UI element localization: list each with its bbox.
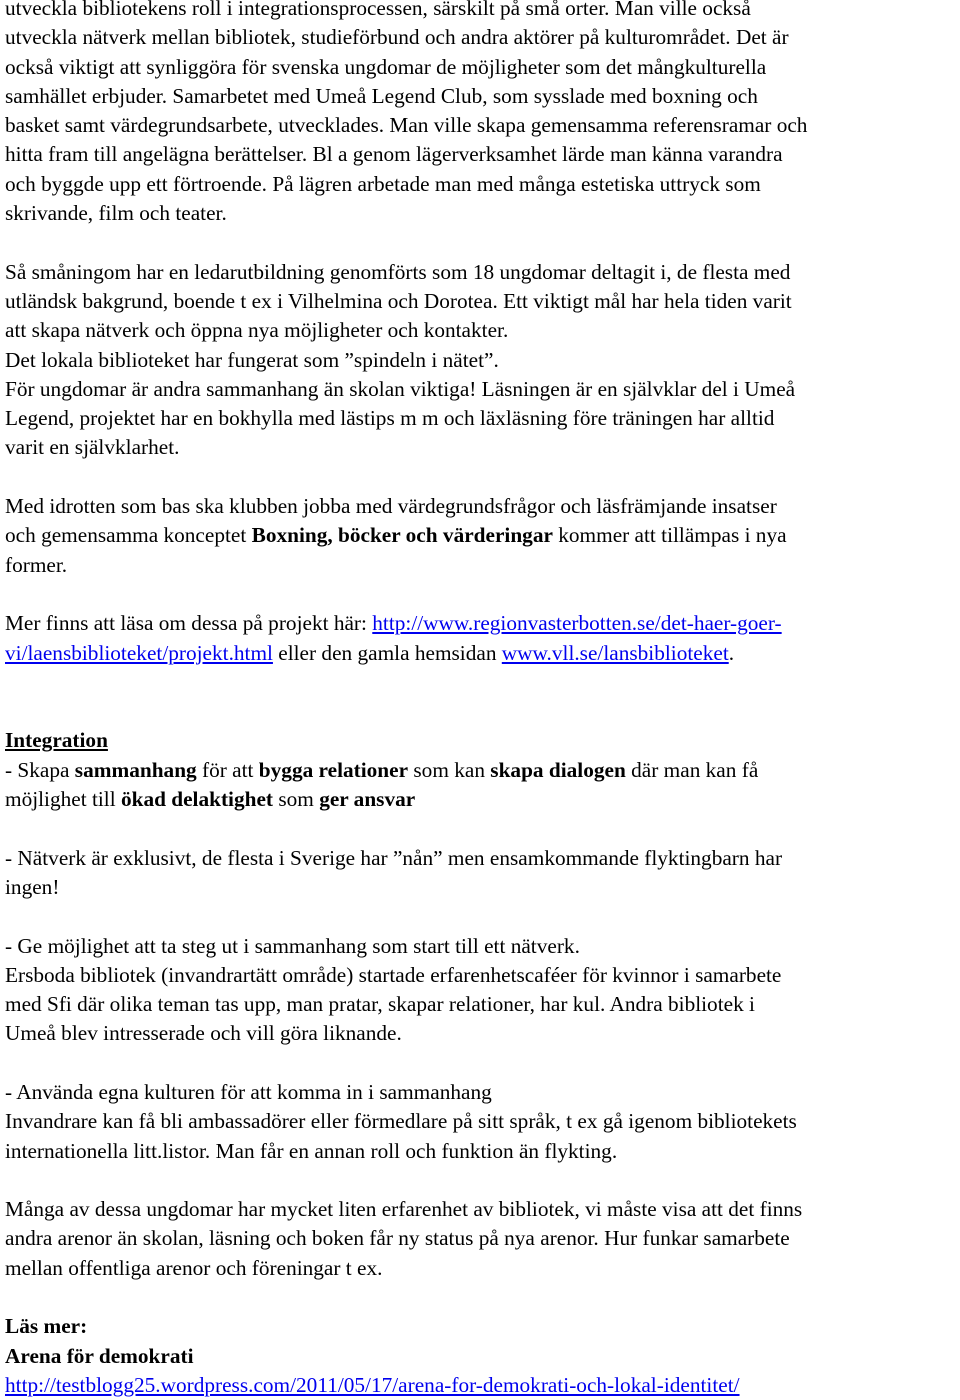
paragraph-gap (5, 1049, 957, 1078)
paragraph-sport (5, 492, 957, 580)
text-line: utländsk bakgrund, boende t ex i Vilhelmina och Dorotea. Ett viktigt mål har hela tiden varit (5, 288, 792, 313)
project-link[interactable]: http://www.regionvasterbotten.se/det-haer-goer- (372, 611, 782, 636)
old-homepage-link[interactable]: www.vll.se/lansbiblioteket (501, 640, 729, 665)
paragraph-intro (5, 0, 957, 228)
paragraph-steps (5, 932, 957, 1049)
text-span: möjlighet till (5, 787, 121, 812)
blog-link[interactable]: http://testblogg25.wordpress.com/2011/05/17/arena-for-demokrati-och-lokal-identitet/ (5, 1372, 740, 1397)
text-line: andra arenor än skolan, läsning och boken får ny status på nya arenor. Hur funkar samarbete (5, 1226, 790, 1251)
text-line: Legend, projektet har en bokhylla med lästips m m och läxläsning före träningen har alltid (5, 406, 775, 431)
text-line (5, 785, 957, 814)
text-line: internationella litt.listor. Man får en annan roll och funktion än flykting. (5, 1138, 618, 1163)
text-line: former. (5, 552, 68, 577)
keyword: bygga relationer (258, 757, 409, 782)
text-span: . (728, 640, 735, 665)
text-line: - Använda egna kulturen för att komma in i sammanhang (5, 1079, 492, 1104)
keyword: ökad delaktighet (120, 787, 274, 812)
paragraph-gap (5, 697, 957, 726)
text-line: också viktigt att synliggöra för svenska ungdomar de möjligheter som det mångkulturella (5, 54, 767, 79)
text-span: Mer finns att läsa om dessa på projekt här: (5, 611, 373, 636)
text-line: utveckla nätverk mellan bibliotek, studieförbund och andra aktörer på kulturområdet. Det är (5, 25, 789, 50)
text-line: Ersboda bibliotek (invandrartätt område) startade erfarenhetscaféer för kvinnor i samarbete (5, 962, 782, 987)
project-link-continued[interactable]: vi/laensbiblioteket/projekt.html (5, 640, 273, 665)
text-line: ingen! (5, 874, 60, 899)
text-line: basket samt värdegrundsarbete, utvecklades. Man ville skapa gemensamma referensramar och (5, 113, 808, 138)
read-more-label: Läs mer: (5, 1314, 88, 1339)
text-line (5, 756, 957, 785)
text-line: samhället erbjuder. Samarbetet med Umeå Legend Club, som sysslade med boxning och (5, 83, 758, 108)
paragraph-gap (5, 668, 957, 697)
text-span: eller den gamla hemsidan (272, 640, 502, 665)
arena-title: Arena för demokrati (5, 1343, 194, 1368)
text-line: Det lokala biblioteket har fungerat som ”spindeln i nätet”. (5, 347, 499, 372)
text-line: Många av dessa ungdomar har mycket liten erfarenhet av bibliotek, vi måste visa att det finns (5, 1197, 803, 1222)
text-line: med Sfi där olika teman tas upp, man pratar, skapar relationer, har kul. Andra bibliotek i (5, 992, 755, 1017)
text-line: och byggde upp ett förtroende. På lägren arbetade man med många estetiska uttryck som (5, 171, 761, 196)
keyword: ger ansvar (319, 787, 416, 812)
text-line (5, 609, 957, 638)
paragraph-gap (5, 814, 957, 843)
paragraph-culture (5, 1078, 957, 1166)
text-line: att skapa nätverk och öppna nya möjligheter och kontakter. (5, 318, 509, 343)
section-heading (5, 726, 957, 755)
text-line (5, 521, 957, 550)
paragraph-network (5, 844, 957, 903)
text-span: där man kan få (625, 757, 759, 782)
paragraph-youth (5, 1195, 957, 1283)
text-line: - Ge möjlighet att ta steg ut i sammanhang som start till ett nätverk. (5, 933, 580, 958)
text-line: varit en självklarhet. (5, 435, 180, 460)
text-line: Umeå blev intresserade och vill göra liknande. (5, 1021, 402, 1046)
text-span: kommer att tillämpas i nya (552, 523, 787, 548)
paragraph-gap (5, 580, 957, 609)
paragraph-leadership (5, 258, 957, 463)
text-span: för att (196, 757, 259, 782)
text-span: - Skapa (5, 757, 75, 782)
paragraph-more-info (5, 609, 957, 668)
paragraph-gap (5, 463, 957, 492)
text-line (5, 639, 957, 668)
keyword: sammanhang (74, 757, 197, 782)
text-span: som (273, 787, 320, 812)
paragraph-gap (5, 1283, 957, 1312)
text-line: Med idrotten som bas ska klubben jobba med värdegrundsfrågor och läsfrämjande insatser (5, 494, 777, 519)
document-page (5, 0, 957, 1400)
paragraph-gap (5, 902, 957, 931)
text-line: Så småningom har en ledarutbildning genomförts som 18 ungdomar deltagit i, de flesta med (5, 259, 791, 284)
text-line: Invandrare kan få bli ambassadörer eller förmedlare på sitt språk, t ex gå igenom bibliotekets (5, 1109, 797, 1134)
concept-name: Boxning, böcker och värderingar (251, 523, 553, 548)
text-line: hitta fram till angelägna berättelser. Bl a genom lägerverksamhet lärde man känna varandra (5, 142, 783, 167)
paragraph-gap (5, 1166, 957, 1195)
section-integration (5, 726, 957, 814)
read-more-title (5, 1342, 957, 1371)
read-more-heading (5, 1312, 957, 1341)
integration-heading: Integration (5, 728, 108, 753)
section-read-more (5, 1312, 957, 1400)
text-line: För ungdomar är andra sammanhang än skolan viktiga! Läsningen är en självklar del i Umeå (5, 376, 796, 401)
paragraph-gap (5, 228, 957, 257)
text-span: som kan (408, 757, 491, 782)
keyword: skapa dialogen (490, 757, 626, 782)
text-line (5, 1371, 957, 1400)
text-line: utveckla bibliotekens roll i integrationsprocessen, särskilt på små orter. Man ville också (5, 0, 751, 20)
text-line: mellan offentliga arenor och föreningar t ex. (5, 1255, 383, 1280)
text-span: och gemensamma konceptet (5, 523, 252, 548)
text-line: - Nätverk är exklusivt, de flesta i Sverige har ”nån” men ensamkommande flyktingbarn har (5, 845, 783, 870)
text-line: skrivande, film och teater. (5, 201, 227, 226)
